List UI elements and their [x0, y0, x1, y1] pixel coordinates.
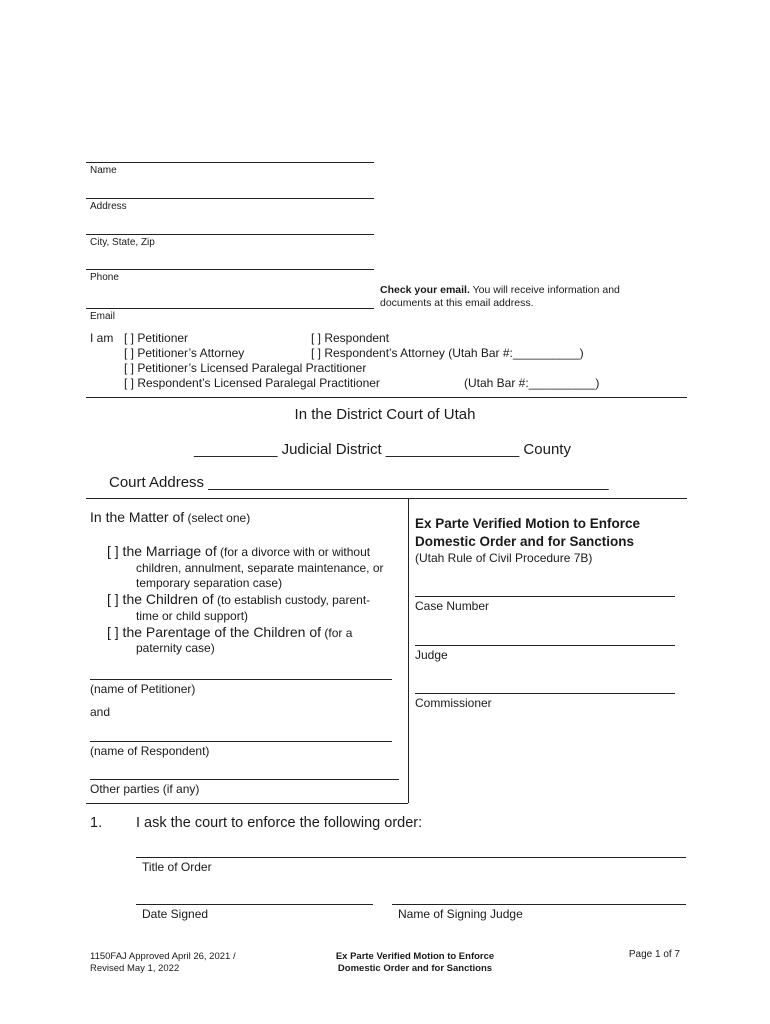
caption-top-border	[86, 498, 687, 499]
petitioner-name-line[interactable]	[90, 679, 392, 680]
email-note-rest: You will receive information and	[469, 284, 620, 296]
motion-title-line1: Ex Parte Verified Motion to Enforce	[415, 516, 641, 531]
case-number-label: Case Number	[415, 599, 490, 613]
matter-heading-note: (select one)	[184, 511, 251, 525]
judge-line[interactable]	[415, 645, 675, 646]
respondent-name-label: (name of Respondent)	[90, 744, 210, 758]
i-am-label: I am	[90, 331, 114, 345]
respondent-paralegal-bar: (Utah Bar #:__________)	[464, 376, 600, 390]
phone-label: Phone	[90, 272, 119, 283]
respondent-name-line[interactable]	[90, 741, 392, 742]
signing-judge-label: Name of Signing Judge	[398, 907, 523, 921]
date-signed-line[interactable]	[136, 904, 373, 905]
marriage-option-line3: temporary separation case)	[136, 576, 283, 590]
item-number: 1.	[90, 815, 103, 831]
other-parties-label: Other parties (if any)	[90, 782, 200, 796]
parentage-option-note: (for a	[321, 626, 353, 640]
respondent-paralegal-checkbox[interactable]: [ ] Respondent’s Licensed Paralegal Practitioner	[124, 376, 380, 390]
matter-heading-text: In the Matter of	[90, 509, 185, 525]
matter-heading	[90, 509, 250, 525]
section-divider	[86, 397, 687, 398]
court-address-line[interactable]: Court Address ________________________________________________	[109, 474, 609, 491]
other-parties-line[interactable]	[90, 779, 399, 780]
marriage-option-label: [ ] the Marriage of	[107, 543, 217, 559]
children-option-label: [ ] the Children of	[107, 591, 214, 607]
email-note-bold: Check your email.	[380, 284, 470, 296]
name-line[interactable]	[86, 162, 374, 163]
email-line[interactable]	[86, 308, 374, 309]
commissioner-line[interactable]	[415, 693, 675, 694]
footer-revised: Revised May 1, 2022	[90, 963, 180, 974]
footer-page-number: Page 1 of 7	[628, 949, 680, 960]
phone-line[interactable]	[86, 269, 374, 270]
respondent-checkbox[interactable]: [ ] Respondent	[311, 331, 390, 345]
city-state-zip-label: City, State, Zip	[90, 237, 155, 248]
parentage-option[interactable]	[107, 624, 352, 640]
footer-form-id: 1150FAJ Approved April 26, 2021 /	[90, 951, 236, 962]
item-text: I ask the court to enforce the following order:	[136, 815, 423, 831]
address-line[interactable]	[86, 198, 374, 199]
footer-title-line1: Ex Parte Verified Motion to Enforce	[335, 951, 495, 962]
motion-rule: (Utah Rule of Civil Procedure 7B)	[415, 551, 593, 565]
court-title: In the District Court of Utah	[294, 406, 476, 423]
petitioner-name-label: (name of Petitioner)	[90, 682, 196, 696]
signing-judge-line[interactable]	[392, 904, 686, 905]
marriage-option-note: (for a divorce with or without	[216, 545, 371, 559]
title-of-order-line[interactable]	[136, 857, 686, 858]
email-note-line2: documents at this email address.	[380, 297, 534, 309]
petitioner-attorney-checkbox[interactable]: [ ] Petitioner’s Attorney	[124, 346, 245, 360]
motion-title-line2: Domestic Order and for Sanctions	[415, 534, 635, 549]
date-signed-label: Date Signed	[142, 907, 209, 921]
name-label: Name	[90, 165, 117, 176]
district-county-line[interactable]: __________ Judicial District ________________ County	[194, 441, 571, 458]
parentage-option-line2: paternity case)	[136, 641, 215, 655]
marriage-option[interactable]	[107, 543, 370, 559]
caption-bottom-border	[86, 803, 408, 804]
city-state-zip-line[interactable]	[86, 234, 374, 235]
email-note	[380, 284, 620, 296]
case-number-line[interactable]	[415, 596, 675, 597]
petitioner-paralegal-checkbox[interactable]: [ ] Petitioner’s Licensed Paralegal Practitioner	[124, 361, 367, 375]
marriage-option-line2: children, annulment, separate maintenance, or	[136, 561, 384, 575]
petitioner-checkbox[interactable]: [ ] Petitioner	[124, 331, 189, 345]
email-label: Email	[90, 311, 116, 322]
children-option-note: (to establish custody, parent-	[213, 593, 371, 607]
caption-divider	[408, 498, 409, 803]
address-label: Address	[90, 201, 127, 212]
title-of-order-label: Title of Order	[142, 860, 212, 874]
respondent-attorney-checkbox[interactable]: [ ] Respondent’s Attorney (Utah Bar #:__________)	[311, 346, 584, 360]
commissioner-label: Commissioner	[415, 696, 492, 710]
judge-label: Judge	[415, 648, 448, 662]
and-label: and	[90, 705, 111, 719]
parentage-option-label: [ ] the Parentage of the Children of	[107, 624, 322, 640]
children-option-line2: time or child support)	[136, 609, 249, 623]
footer-title-line2: Domestic Order and for Sanctions	[337, 963, 493, 974]
children-option[interactable]	[107, 591, 370, 607]
